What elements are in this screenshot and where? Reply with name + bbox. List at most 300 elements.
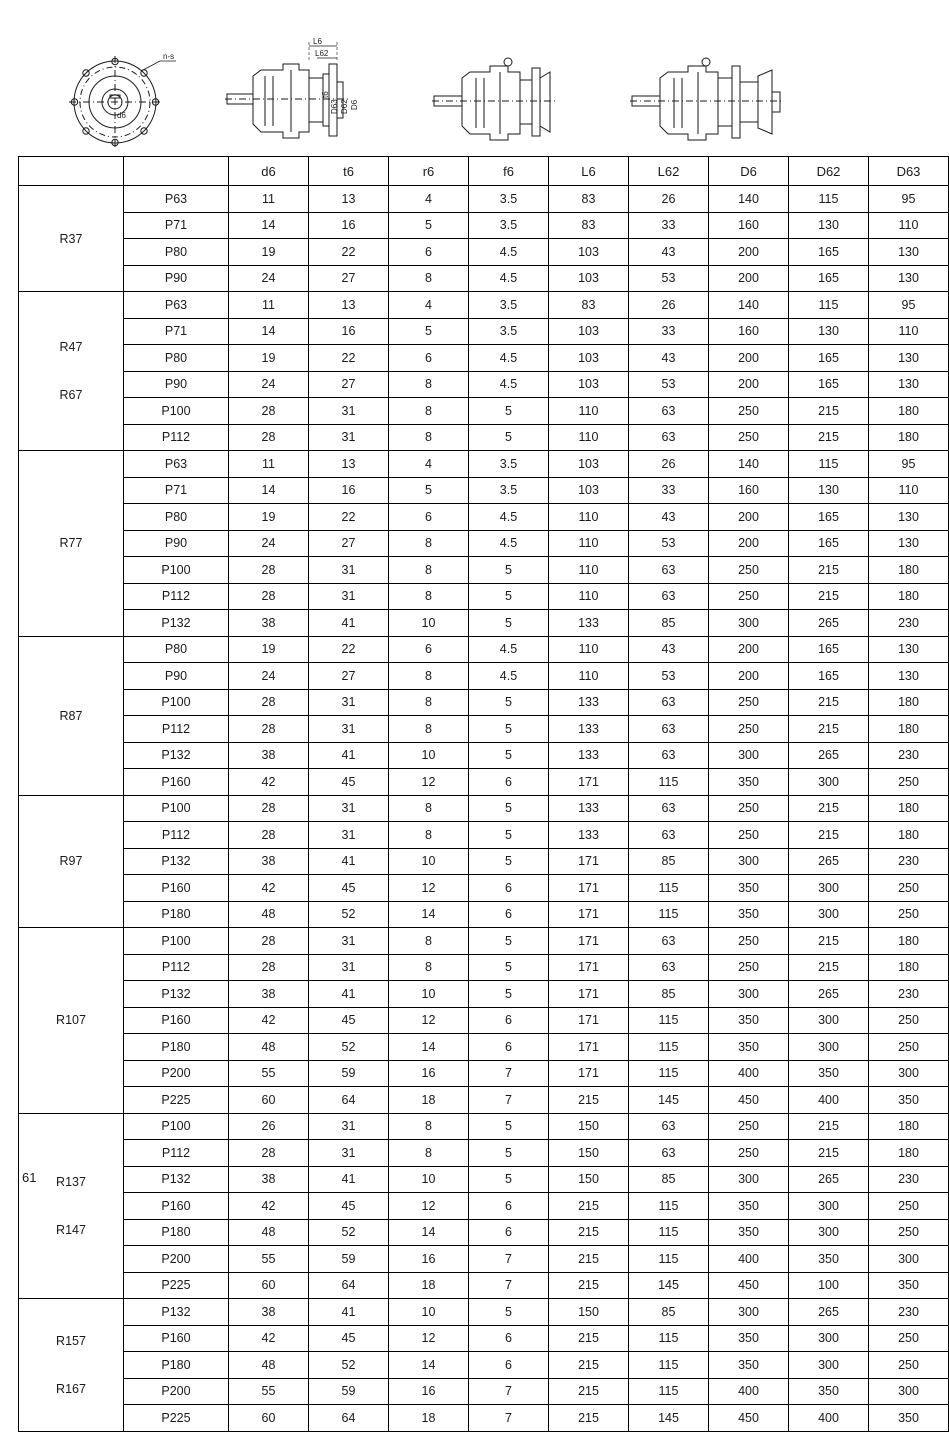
model-cell: P63 — [124, 186, 229, 213]
cell-D62: 350 — [789, 1246, 869, 1273]
cell-r6: 8 — [389, 371, 469, 398]
cell-L62: 33 — [629, 318, 709, 345]
cell-L6: 171 — [549, 769, 629, 796]
cell-L62: 53 — [629, 663, 709, 690]
cell-t6: 59 — [309, 1378, 389, 1405]
cell-D62: 265 — [789, 610, 869, 637]
cell-D6: 450 — [709, 1087, 789, 1114]
cell-r6: 6 — [389, 239, 469, 266]
table-row — [19, 795, 949, 822]
cell-r6: 10 — [389, 742, 469, 769]
cell-L62: 43 — [629, 504, 709, 531]
cell-d6: 28 — [229, 716, 309, 743]
cell-D6: 200 — [709, 636, 789, 663]
cell-r6: 12 — [389, 769, 469, 796]
cell-L62: 63 — [629, 742, 709, 769]
header-blank-model — [124, 157, 229, 186]
cell-D6: 250 — [709, 716, 789, 743]
cell-L6: 171 — [549, 1060, 629, 1087]
cell-d6: 38 — [229, 1166, 309, 1193]
cell-r6: 8 — [389, 928, 469, 955]
table-header-row — [19, 157, 949, 186]
cell-D6: 250 — [709, 954, 789, 981]
cell-L62: 63 — [629, 1113, 709, 1140]
cell-D62: 350 — [789, 1060, 869, 1087]
cell-D6: 250 — [709, 557, 789, 584]
group-label-line: R137 — [56, 1174, 86, 1189]
cell-f6: 4.5 — [469, 239, 549, 266]
cell-d6: 42 — [229, 1325, 309, 1352]
cell-t6: 52 — [309, 1219, 389, 1246]
model-cell: P90 — [124, 663, 229, 690]
table-row — [19, 1166, 949, 1193]
group-label-r137 — [19, 1113, 124, 1299]
cell-d6: 24 — [229, 530, 309, 557]
cell-r6: 4 — [389, 186, 469, 213]
cell-d6: 60 — [229, 1087, 309, 1114]
cell-f6: 5 — [469, 689, 549, 716]
dimension-spec-table — [18, 156, 949, 1432]
cell-D62: 300 — [789, 1325, 869, 1352]
cell-L62: 63 — [629, 557, 709, 584]
cell-L6: 215 — [549, 1272, 629, 1299]
cell-D6: 400 — [709, 1378, 789, 1405]
cell-f6: 6 — [469, 1034, 549, 1061]
cell-D6: 350 — [709, 1034, 789, 1061]
model-cell: P225 — [124, 1405, 229, 1432]
table-row — [19, 742, 949, 769]
model-cell: P180 — [124, 1219, 229, 1246]
cell-D62: 215 — [789, 583, 869, 610]
model-cell: P112 — [124, 822, 229, 849]
cell-L6: 133 — [549, 742, 629, 769]
cell-L6: 83 — [549, 292, 629, 319]
model-cell: P90 — [124, 530, 229, 557]
cell-d6: 24 — [229, 663, 309, 690]
cell-t6: 52 — [309, 1352, 389, 1379]
cell-D62: 300 — [789, 875, 869, 902]
group-label-line: R167 — [56, 1381, 86, 1396]
cell-r6: 8 — [389, 954, 469, 981]
cell-L6: 103 — [549, 371, 629, 398]
cell-D6: 300 — [709, 1299, 789, 1326]
model-cell: P160 — [124, 1193, 229, 1220]
cell-D62: 130 — [789, 212, 869, 239]
cell-D62: 130 — [789, 318, 869, 345]
cell-t6: 64 — [309, 1405, 389, 1432]
cell-r6: 4 — [389, 451, 469, 478]
cell-r6: 6 — [389, 636, 469, 663]
cell-D63: 250 — [869, 769, 949, 796]
table-row — [19, 1352, 949, 1379]
page-number: 61 — [22, 1170, 37, 1185]
cell-t6: 13 — [309, 292, 389, 319]
table-row — [19, 954, 949, 981]
cell-D63: 180 — [869, 1113, 949, 1140]
cell-L6: 171 — [549, 928, 629, 955]
model-cell: P132 — [124, 610, 229, 637]
cell-t6: 31 — [309, 689, 389, 716]
cell-L62: 63 — [629, 954, 709, 981]
cell-D63: 180 — [869, 716, 949, 743]
cell-L6: 150 — [549, 1166, 629, 1193]
cell-L6: 103 — [549, 345, 629, 372]
cell-D62: 300 — [789, 901, 869, 928]
cell-t6: 31 — [309, 1113, 389, 1140]
cell-D62: 265 — [789, 742, 869, 769]
cell-D63: 300 — [869, 1060, 949, 1087]
cell-d6: 28 — [229, 795, 309, 822]
cell-D63: 250 — [869, 1034, 949, 1061]
model-cell: P80 — [124, 504, 229, 531]
table-row — [19, 928, 949, 955]
cell-D63: 250 — [869, 875, 949, 902]
cell-D62: 265 — [789, 1166, 869, 1193]
cell-r6: 6 — [389, 504, 469, 531]
cell-d6: 48 — [229, 1352, 309, 1379]
model-cell: P132 — [124, 981, 229, 1008]
cell-f6: 4.5 — [469, 663, 549, 690]
cell-L6: 171 — [549, 1007, 629, 1034]
cell-D62: 300 — [789, 1352, 869, 1379]
cell-f6: 5 — [469, 1140, 549, 1167]
table-row — [19, 1113, 949, 1140]
cell-D63: 250 — [869, 1219, 949, 1246]
cell-r6: 5 — [389, 212, 469, 239]
cell-f6: 7 — [469, 1246, 549, 1273]
cell-L62: 85 — [629, 1299, 709, 1326]
cell-D63: 180 — [869, 583, 949, 610]
cell-t6: 45 — [309, 1193, 389, 1220]
cell-L62: 85 — [629, 848, 709, 875]
cell-t6: 41 — [309, 1299, 389, 1326]
cell-L6: 110 — [549, 504, 629, 531]
cell-t6: 16 — [309, 212, 389, 239]
cell-t6: 41 — [309, 742, 389, 769]
cell-L6: 110 — [549, 530, 629, 557]
cell-L6: 103 — [549, 451, 629, 478]
cell-t6: 31 — [309, 822, 389, 849]
model-cell: P160 — [124, 1325, 229, 1352]
cell-L62: 63 — [629, 716, 709, 743]
cell-D63: 180 — [869, 424, 949, 451]
group-label-line: R47 — [59, 340, 83, 354]
table-row — [19, 265, 949, 292]
cell-f6: 6 — [469, 875, 549, 902]
cell-L62: 63 — [629, 689, 709, 716]
gear-unit-side-view-2-svg — [432, 48, 562, 148]
cell-D6: 350 — [709, 1193, 789, 1220]
cell-r6: 14 — [389, 901, 469, 928]
cell-D62: 165 — [789, 504, 869, 531]
cell-D62: 300 — [789, 1193, 869, 1220]
cell-D6: 140 — [709, 186, 789, 213]
cell-r6: 5 — [389, 477, 469, 504]
table-row — [19, 901, 949, 928]
cell-D62: 115 — [789, 451, 869, 478]
cell-t6: 45 — [309, 1325, 389, 1352]
cell-D62: 215 — [789, 1113, 869, 1140]
table-row — [19, 1272, 949, 1299]
cell-L62: 63 — [629, 1140, 709, 1167]
cell-t6: 31 — [309, 928, 389, 955]
cell-d6: 19 — [229, 504, 309, 531]
cell-D6: 350 — [709, 875, 789, 902]
cell-r6: 8 — [389, 1140, 469, 1167]
model-cell: P112 — [124, 583, 229, 610]
cell-f6: 5 — [469, 583, 549, 610]
group-label-r87 — [19, 636, 124, 795]
cell-f6: 4.5 — [469, 265, 549, 292]
cell-r6: 12 — [389, 1325, 469, 1352]
table-row — [19, 1193, 949, 1220]
cell-f6: 5 — [469, 557, 549, 584]
cell-D6: 300 — [709, 848, 789, 875]
cell-L6: 171 — [549, 981, 629, 1008]
cell-D6: 350 — [709, 1007, 789, 1034]
cell-t6: 52 — [309, 901, 389, 928]
group-label-r107 — [19, 928, 124, 1114]
cell-D63: 230 — [869, 610, 949, 637]
cell-L6: 133 — [549, 822, 629, 849]
gear-unit-side-view-1-svg — [225, 36, 360, 148]
cell-L62: 145 — [629, 1087, 709, 1114]
cell-t6: 31 — [309, 1140, 389, 1167]
cell-d6: 60 — [229, 1272, 309, 1299]
cell-t6: 45 — [309, 1007, 389, 1034]
label-d6: d6 — [117, 111, 126, 120]
label-t6: t6 — [321, 91, 330, 98]
cell-D6: 200 — [709, 504, 789, 531]
cell-L62: 115 — [629, 1246, 709, 1273]
model-cell: P132 — [124, 1299, 229, 1326]
table-row — [19, 689, 949, 716]
cell-L62: 115 — [629, 1352, 709, 1379]
cell-D62: 115 — [789, 292, 869, 319]
model-cell: P112 — [124, 424, 229, 451]
cell-r6: 5 — [389, 318, 469, 345]
label-L62: L62 — [315, 49, 329, 58]
model-cell: P112 — [124, 1140, 229, 1167]
cell-d6: 28 — [229, 398, 309, 425]
cell-r6: 18 — [389, 1087, 469, 1114]
cell-d6: 38 — [229, 610, 309, 637]
model-cell: P200 — [124, 1060, 229, 1087]
cell-f6: 6 — [469, 1193, 549, 1220]
cell-D6: 250 — [709, 398, 789, 425]
cell-t6: 13 — [309, 186, 389, 213]
cell-r6: 10 — [389, 981, 469, 1008]
group-label-line: R147 — [56, 1222, 86, 1237]
cell-D63: 130 — [869, 636, 949, 663]
group-label-line: R97 — [59, 854, 83, 869]
cell-L62: 145 — [629, 1405, 709, 1432]
cell-f6: 5 — [469, 848, 549, 875]
model-cell: P71 — [124, 212, 229, 239]
cell-D6: 250 — [709, 822, 789, 849]
cell-d6: 28 — [229, 928, 309, 955]
cell-d6: 42 — [229, 769, 309, 796]
header-f6: f6 — [469, 157, 549, 186]
table-row — [19, 1007, 949, 1034]
cell-f6: 4.5 — [469, 530, 549, 557]
cell-L62: 115 — [629, 1034, 709, 1061]
cell-t6: 27 — [309, 265, 389, 292]
cell-D62: 165 — [789, 371, 869, 398]
cell-D63: 130 — [869, 265, 949, 292]
cell-D6: 250 — [709, 689, 789, 716]
cell-r6: 8 — [389, 583, 469, 610]
cell-L6: 110 — [549, 557, 629, 584]
cell-D63: 110 — [869, 318, 949, 345]
cell-r6: 14 — [389, 1352, 469, 1379]
model-cell: P225 — [124, 1272, 229, 1299]
model-cell: P100 — [124, 398, 229, 425]
header-D62: D62 — [789, 157, 869, 186]
table-row — [19, 557, 949, 584]
cell-D6: 300 — [709, 981, 789, 1008]
cell-D63: 110 — [869, 477, 949, 504]
model-cell: P90 — [124, 265, 229, 292]
cell-L62: 115 — [629, 1325, 709, 1352]
cell-D62: 130 — [789, 477, 869, 504]
cell-L62: 63 — [629, 795, 709, 822]
table-row — [19, 1405, 949, 1432]
cell-d6: 28 — [229, 822, 309, 849]
cell-L6: 171 — [549, 954, 629, 981]
cell-f6: 5 — [469, 795, 549, 822]
cell-L62: 85 — [629, 981, 709, 1008]
cell-t6: 31 — [309, 795, 389, 822]
table-row — [19, 371, 949, 398]
table-row — [19, 875, 949, 902]
label-D62: D62 — [340, 99, 349, 114]
cell-t6: 41 — [309, 848, 389, 875]
cell-d6: 60 — [229, 1405, 309, 1432]
cell-f6: 5 — [469, 716, 549, 743]
cell-D6: 350 — [709, 1325, 789, 1352]
table-row — [19, 345, 949, 372]
table-row — [19, 318, 949, 345]
cell-L62: 63 — [629, 822, 709, 849]
cell-d6: 14 — [229, 212, 309, 239]
group-label-line: R87 — [59, 708, 83, 723]
cell-L62: 85 — [629, 610, 709, 637]
cell-t6: 52 — [309, 1034, 389, 1061]
label-L6: L6 — [313, 37, 322, 46]
cell-f6: 4.5 — [469, 636, 549, 663]
cell-D62: 165 — [789, 663, 869, 690]
cell-D63: 230 — [869, 848, 949, 875]
cell-L62: 33 — [629, 477, 709, 504]
cell-L62: 145 — [629, 1272, 709, 1299]
cell-D63: 250 — [869, 1352, 949, 1379]
model-cell: P132 — [124, 1166, 229, 1193]
cell-r6: 8 — [389, 530, 469, 557]
table-row — [19, 504, 949, 531]
cell-D6: 160 — [709, 318, 789, 345]
cell-r6: 8 — [389, 398, 469, 425]
cell-t6: 22 — [309, 345, 389, 372]
cell-D6: 400 — [709, 1246, 789, 1273]
cell-D62: 400 — [789, 1405, 869, 1432]
cell-r6: 6 — [389, 345, 469, 372]
model-cell: P71 — [124, 318, 229, 345]
cell-D63: 250 — [869, 1325, 949, 1352]
cell-D63: 230 — [869, 1166, 949, 1193]
cell-L6: 103 — [549, 318, 629, 345]
cell-d6: 24 — [229, 371, 309, 398]
model-cell: P160 — [124, 769, 229, 796]
model-cell: P100 — [124, 689, 229, 716]
group-label-line: R77 — [59, 536, 83, 551]
cell-L62: 115 — [629, 1219, 709, 1246]
cell-r6: 14 — [389, 1034, 469, 1061]
model-cell: P160 — [124, 875, 229, 902]
cell-D6: 250 — [709, 795, 789, 822]
table-row — [19, 424, 949, 451]
cell-L6: 133 — [549, 689, 629, 716]
table-row — [19, 186, 949, 213]
cell-D62: 265 — [789, 848, 869, 875]
group-label-r77 — [19, 451, 124, 637]
cell-t6: 64 — [309, 1087, 389, 1114]
model-cell: P180 — [124, 1352, 229, 1379]
table-row — [19, 1087, 949, 1114]
cell-D6: 350 — [709, 1352, 789, 1379]
cell-L62: 33 — [629, 212, 709, 239]
cell-d6: 28 — [229, 1140, 309, 1167]
cell-r6: 8 — [389, 663, 469, 690]
cell-d6: 11 — [229, 292, 309, 319]
group-label-line: R37 — [59, 231, 83, 246]
cell-t6: 31 — [309, 398, 389, 425]
model-cell: P180 — [124, 1034, 229, 1061]
model-cell: P63 — [124, 451, 229, 478]
cell-r6: 8 — [389, 822, 469, 849]
group-label-r97 — [19, 795, 124, 928]
cell-f6: 3.5 — [469, 212, 549, 239]
cell-d6: 38 — [229, 1299, 309, 1326]
cell-L6: 171 — [549, 875, 629, 902]
cell-L62: 63 — [629, 424, 709, 451]
cell-L62: 63 — [629, 583, 709, 610]
cell-d6: 26 — [229, 1113, 309, 1140]
cell-L6: 83 — [549, 212, 629, 239]
cell-f6: 6 — [469, 901, 549, 928]
cell-L6: 215 — [549, 1352, 629, 1379]
cell-D6: 350 — [709, 769, 789, 796]
cell-D62: 165 — [789, 636, 869, 663]
cell-L62: 115 — [629, 1193, 709, 1220]
table-row — [19, 1034, 949, 1061]
cell-d6: 38 — [229, 742, 309, 769]
header-r6: r6 — [389, 157, 469, 186]
cell-L62: 53 — [629, 371, 709, 398]
cell-r6: 8 — [389, 424, 469, 451]
cell-D62: 350 — [789, 1378, 869, 1405]
cell-r6: 8 — [389, 716, 469, 743]
cell-D62: 400 — [789, 1087, 869, 1114]
cell-f6: 5 — [469, 928, 549, 955]
cell-D6: 450 — [709, 1405, 789, 1432]
cell-f6: 3.5 — [469, 186, 549, 213]
cell-d6: 11 — [229, 451, 309, 478]
cell-D63: 180 — [869, 557, 949, 584]
cell-d6: 14 — [229, 318, 309, 345]
group-label-line: R107 — [56, 1013, 86, 1028]
cell-r6: 10 — [389, 848, 469, 875]
